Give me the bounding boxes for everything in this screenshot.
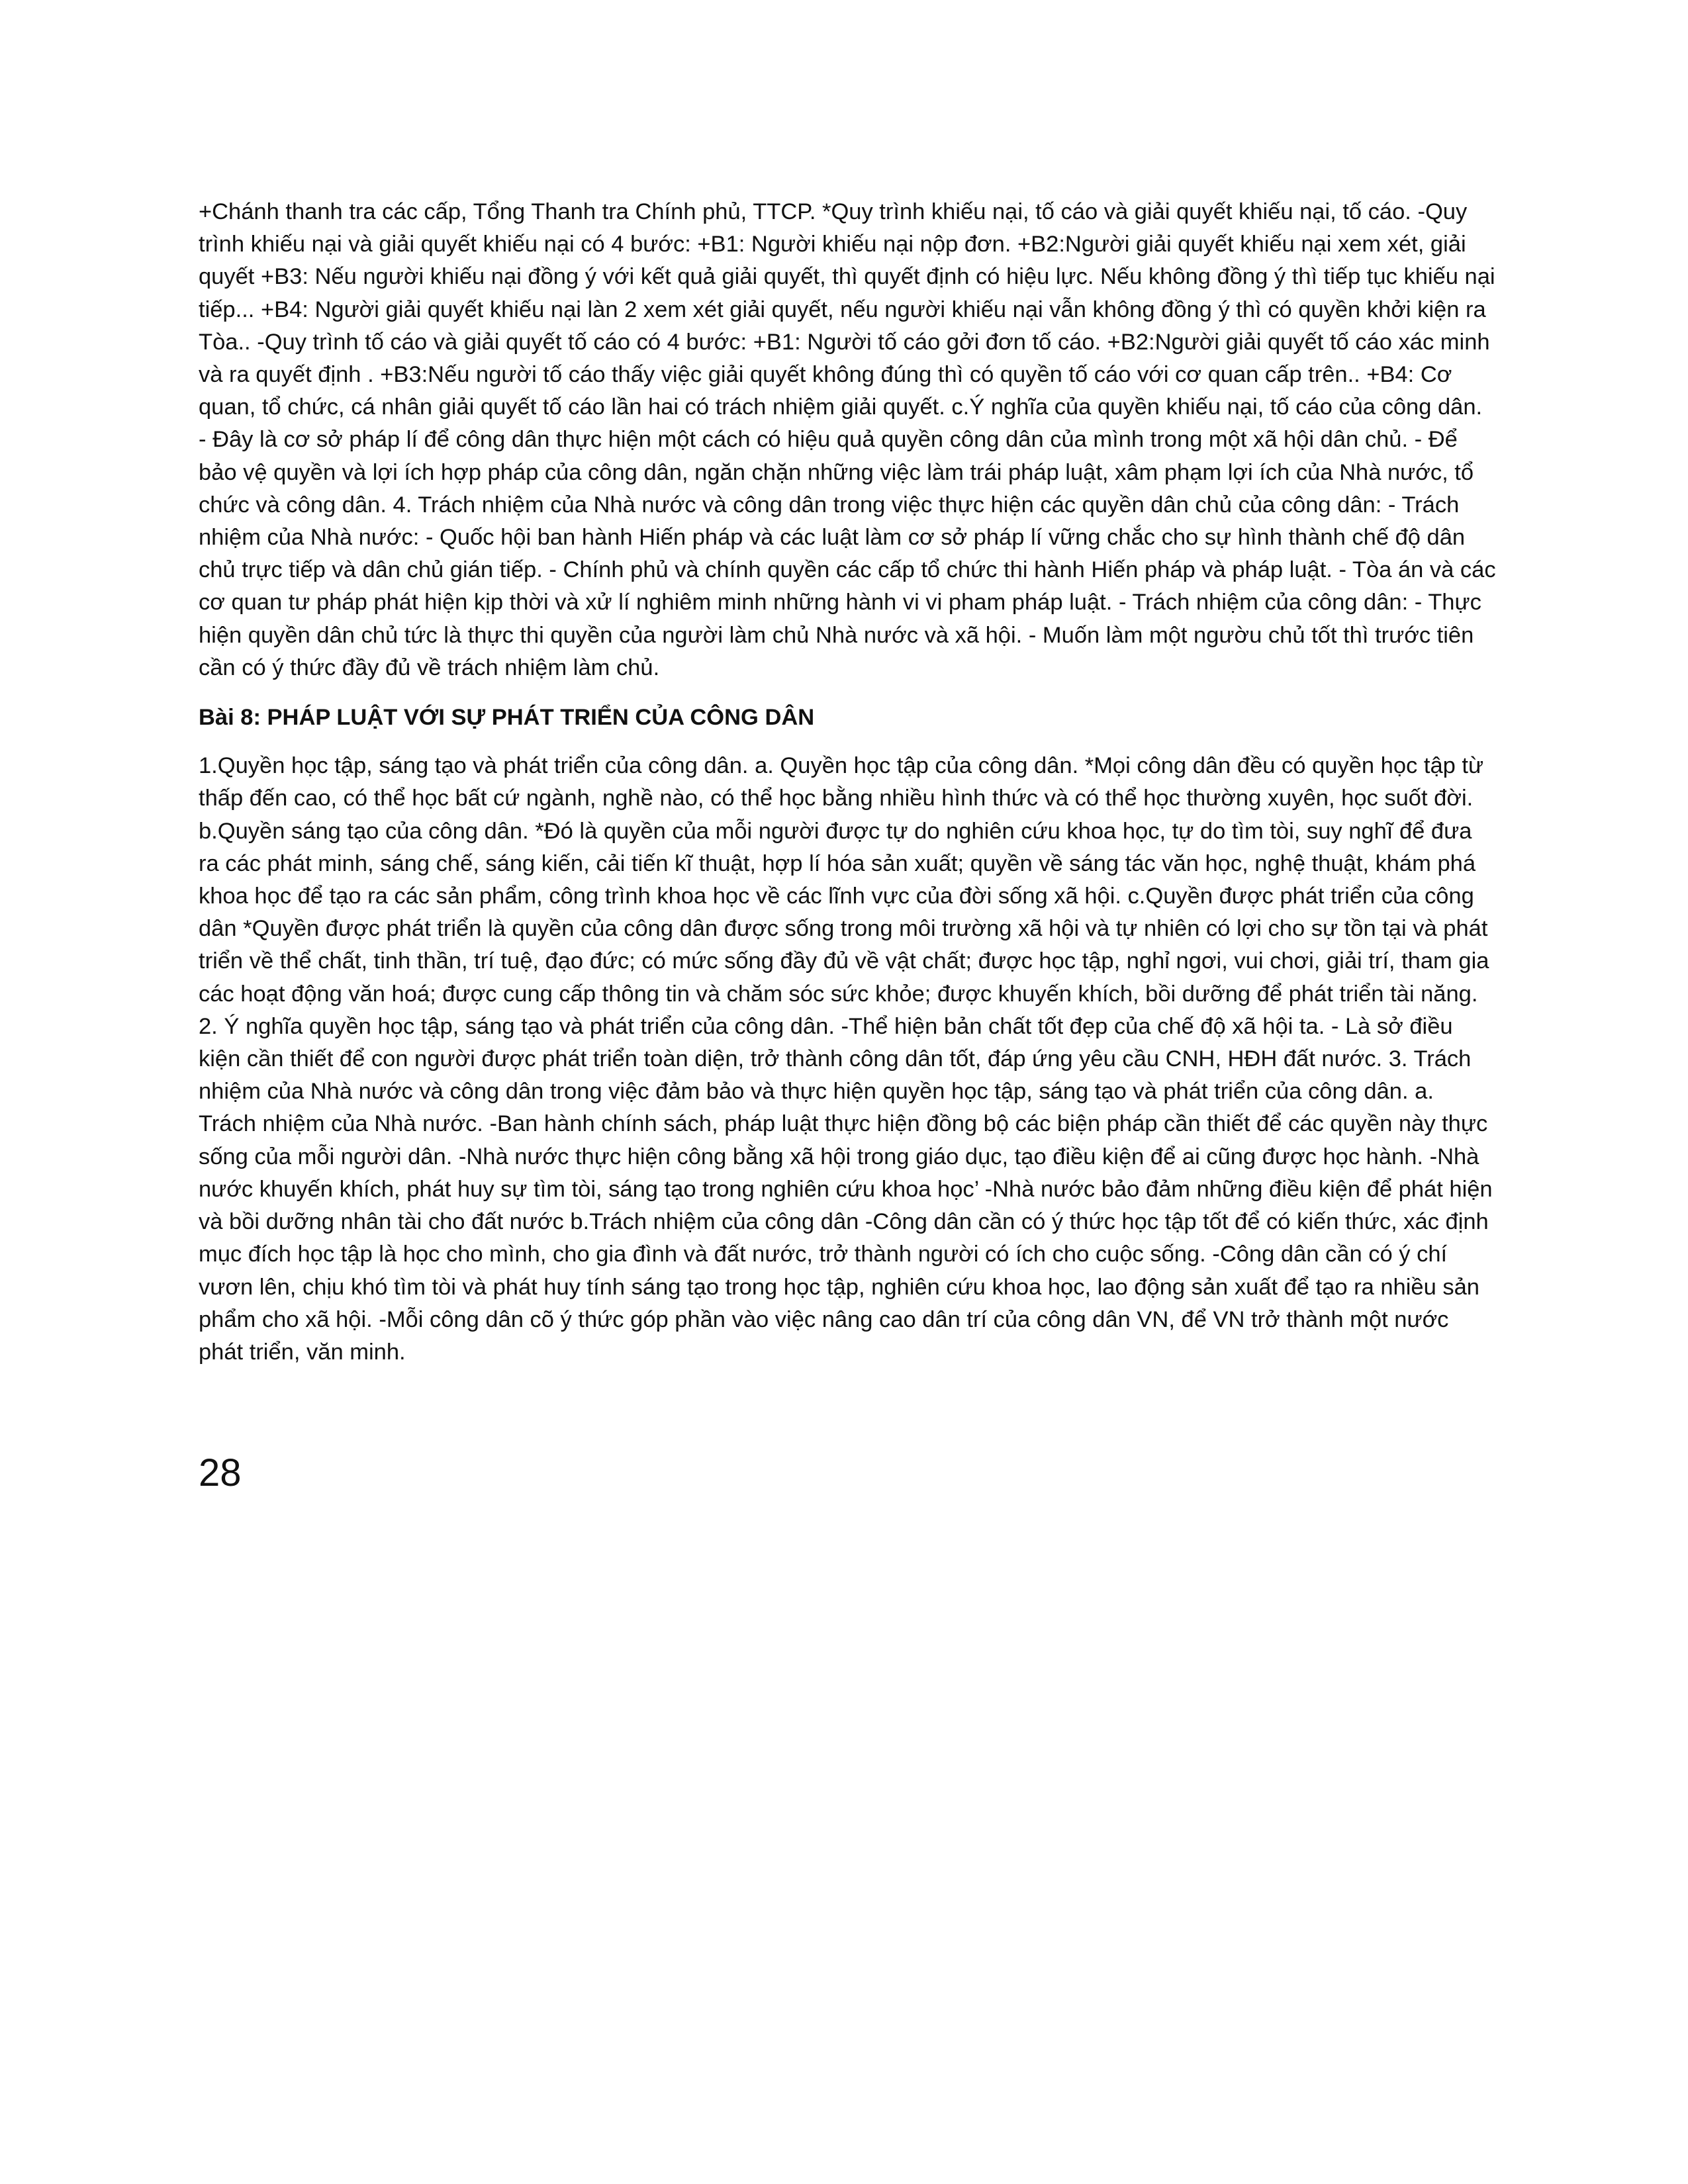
body-paragraph-2: 1.Quyền học tập, sáng tạo và phát triển của công dân. a. Quyền học tập của công dân. *Mọi công dân đều có quyền học tập từ thấp đến cao, có thể học bất cứ ngành, nghề nào, có thể học bằng nhiều hình thức và có thể học thường xuyên, học suốt đời. b.Quyền sáng tạo của công dân. *Đó là quyền của mỗi người được tự do nghiên cứu khoa học, tự do tìm tòi, suy nghĩ để đưa ra các phát minh, sáng chế, sáng kiến, cải tiến kĩ thuật, hợp lí hóa sản xuất; quyền về sáng tác văn học, nghệ thuật, khám phá khoa học để tạo ra các sản phẩm, công trình khoa học về các lĩnh vực của đời sống xã hội. c.Quyền được phát triển của công dân *Quyền được phát triển là quyền của công dân được sống trong môi trường xã hội và tự nhiên có lợi cho sự tồn tại và phát triển về thể chất, tinh thần, trí tuệ, đạo đức; có mức sống đầy đủ về vật chất; được học tập, nghỉ ngơi, vui chơi, giải trí, tham gia các hoạt động văn hoá; được cung cấp thông tin và chăm sóc sức khỏe; được khuyến khích, bồi dưỡng để phát triển tài năng. 2. Ý nghĩa quyền học tập, sáng tạo và phát triển của công dân. -Thể hiện bản chất tốt đẹp của chế độ xã hội ta. - Là sở điều kiện cần thiết để con người được phát triển toàn diện, trở thành công dân tốt, đáp ứng yêu cầu CNH, HĐH đất nước. 3. Trách nhiệm của Nhà nước và công dân trong việc đảm bảo và thực hiện quyền học tập, sáng tạo và phát triển của công dân. a. Trách nhiệm của Nhà nước. -Ban hành chính sách, pháp luật thực hiện đồng bộ các biện pháp cần thiết để các quyền này thực sống của mỗi người dân. -Nhà nước thực hiện công bằng xã hội trong giáo dục, tạo điều kiện để ai cũng được học hành. -Nhà nước khuyến khích, phát huy sự tìm tòi, sáng tạo trong nghiên cứu khoa học’ -Nhà nước bảo đảm những điều kiện để phát hiện và bồi dưỡng nhân tài cho đất nước b.Trách nhiệm của công dân -Công dân cần có ý thức học tập tốt để có kiến thức, xác định mục đích học tập là học cho mình, cho gia đình và đất nước, trở thành người có ích cho cuộc sống. -Công dân cần có ý chí vươn lên, chịu khó tìm tòi và phát huy tính sáng tạo trong học tập, nghiên cứu khoa học, lao động sản xuất để tạo ra nhiều sản phẩm cho xã hội. -Mỗi công dân cõ ý thức góp phần vào việc nâng cao dân trí của công dân VN, để VN trở thành một nước phát triển, văn minh. xyxy=(199,753,1493,1365)
body-paragraph-1: +Chánh thanh tra các cấp, Tổng Thanh tra Chính phủ, TTCP. *Quy trình khiếu nại, tố cáo và giải quyết khiếu nại, tố cáo. -Quy trình khiếu nại và giải quyết khiếu nại có 4 bước: +B1: Người khiếu nại nộp đơn. +B2:Người giải quyết khiếu nại xem xét, giải quyết +B3: Nếu người khiếu nại đồng ý với kết quả giải quyết, thì quyết định có hiệu lực. Nếu không đồng ý thì tiếp tục khiếu nại tiếp... +B4: Người giải quyết khiếu nại làn 2 xem xét giải quyết, nếu người khiếu nại vẫn không đồng ý thì có quyền khởi kiện ra Tòa.. -Quy trình tố cáo và giải quyết tố cáo có 4 bước: +B1: Người tố cáo gởi đơn tố cáo. +B2:Người giải quyết tố cáo xác minh và ra quyết định . +B3:Nếu người tố cáo thấy việc giải quyết không đúng thì có quyền tố cáo với cơ quan cấp trên.. +B4: Cơ quan, tổ chức, cá nhân giải quyết tố cáo lần hai có trách nhiệm giải quyết. c.Ý nghĩa của quyền khiếu nại, tố cáo của công dân. - Đây là cơ sở pháp lí để công dân thực hiện một cách có hiệu quả quyền công dân của mình trong một xã hội dân chủ. - Để bảo vệ quyền và lợi ích hợp pháp của công dân, ngăn chặn những việc làm trái pháp luật, xâm phạm lợi ích của Nhà nước, tổ chức và công dân. 4. Trách nhiệm của Nhà nước và công dân trong việc thực hiện các quyền dân chủ của công dân: - Trách nhiệm của Nhà nước: - Quốc hội ban hành Hiến pháp và các luật làm cơ sở pháp lí vững chắc cho sự hình thành chế độ dân chủ trực tiếp và dân chủ gián tiếp. - Chính phủ và chính quyền các cấp tổ chức thi hành Hiến pháp và pháp luật. - Tòa án và các cơ quan tư pháp phát hiện kịp thời và xử lí nghiêm minh những hành vi vi pham pháp luật. - Trách nhiệm của công dân: - Thực hiện quyền dân chủ tức là thực thi quyền của người làm chủ Nhà nước và xã hội. - Muốn làm một ngườu chủ tốt thì trước tiên cần có ý thức đầy đủ về trách nhiệm làm chủ. xyxy=(199,199,1496,680)
section-heading: Bài 8: PHÁP LUẬT VỚI SỰ PHÁT TRIỂN CỦA CÔNG DÂN xyxy=(199,705,815,731)
document-page xyxy=(199,196,1496,1369)
page-number: 28 xyxy=(199,1451,242,1494)
